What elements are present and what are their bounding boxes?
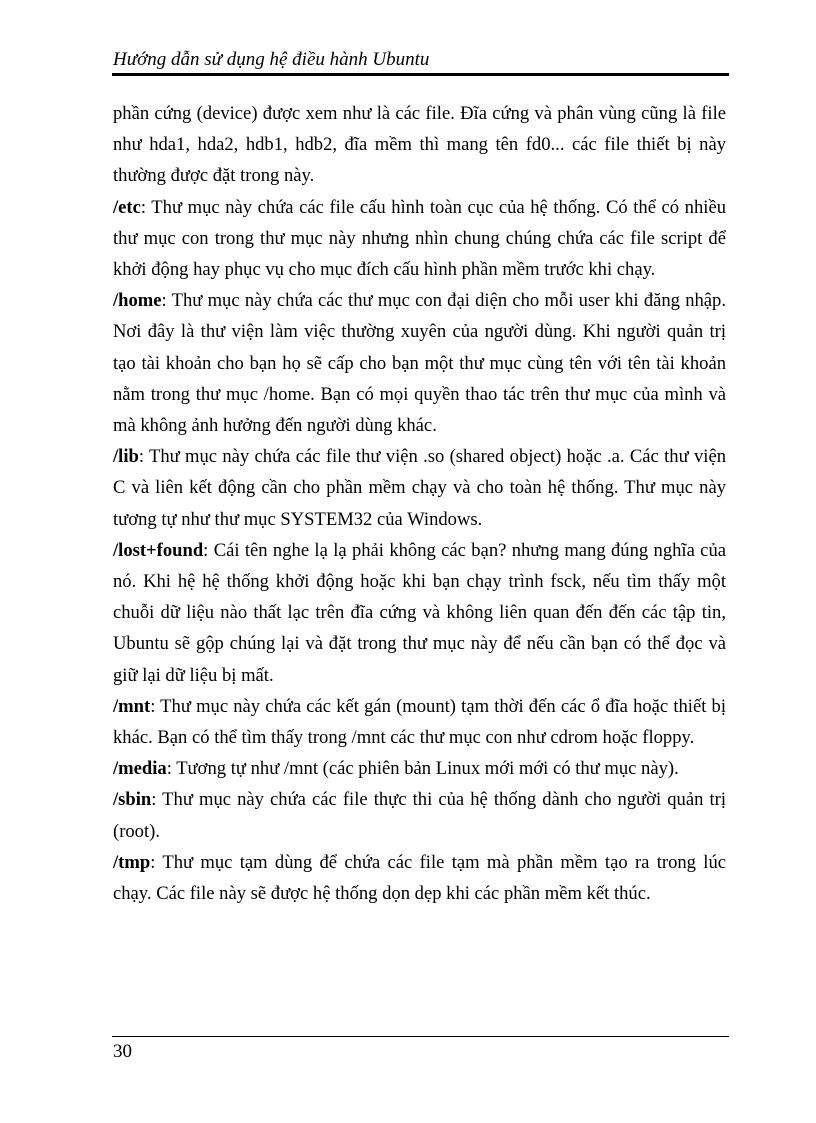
paragraph-text: : Thư mục tạm dùng để chứa các file tạm mà phần mềm tạo ra trong lúc chạy. Các file này sẽ được hệ thống dọn dẹp khi các phần mềm kết thúc. [113, 851, 726, 905]
paragraph-sbin [113, 784, 726, 846]
footer-rule [112, 1036, 729, 1037]
paragraph-text: : Tương tự như /mnt (các phiên bản Linux mới mới có thư mục này). [166, 758, 679, 780]
paragraph-lost-found [113, 535, 726, 691]
paragraph-text: : Thư mục này chứa các file thực thi của hệ thống dành cho người quản trị (root). [113, 789, 726, 842]
term-mnt: /mnt [113, 695, 151, 717]
body-text [113, 98, 726, 909]
paragraph-text: : Thư mục này chứa các kết gán (mount) tạm thời đến các ổ đĩa hoặc thiết bị khác. Bạn có thể tìm thấy trong /mnt các thư mục con như cdrom hoặc floppy. [113, 695, 726, 749]
paragraph-text: phần cứng (device) được xem như là các file. Đĩa cứng và phân vùng cũng là file như hda1, hda2, hdb1, hdb2, đĩa mềm thì mang tên fd0... các file thiết bị này thường được đặt trong này. [113, 103, 726, 187]
running-header: Hướng dẫn sử dụng hệ điều hành Ubuntu [113, 49, 430, 70]
term-home: /home [113, 290, 162, 312]
paragraph-text: : Thư mục này chứa các thư mục con đại diện cho mỗi user khi đăng nhập. Nơi đây là thư viện làm việc thường xuyên của người dùng. Khi người quản trị tạo tài khoản cho bạn họ sẽ cấp cho bạn một thư mục cùng tên với tên tài khoản nằm trong thư mục /home. Bạn có mọi quyền thao tác trên thư mục của mình và mà không ảnh hưởng đến người dùng khác. [113, 290, 726, 437]
paragraph-lib [113, 441, 726, 535]
header-rule [112, 73, 729, 76]
paragraph-text: : Cái tên nghe lạ lạ phải không các bạn? nhưng mang đúng nghĩa của nó. Khi hệ hệ thống khởi động hoặc khi bạn chạy trình fsck, nếu tìm thấy một chuỗi dữ liệu nào thất lạc trên đĩa cứng và không liên quan đến đến các tập tin, Ubuntu sẽ gộp chúng lại và đặt trong thư mục này để nếu cần bạn có thể đọc và giữ lại dữ liệu bị mất. [113, 539, 726, 686]
page-number: 30 [113, 1041, 132, 1062]
paragraph-text: : Thư mục này chứa các file thư viện .so (shared object) hoặc .a. Các thư viện C và liên kết động cần cho phần mềm chạy và cho toàn hệ thống. Thư mục này tương tự như thư mục SYSTEM32 của Windows. [113, 446, 726, 530]
paragraph-home [113, 285, 726, 441]
term-lib: /lib [113, 446, 139, 468]
term-etc: /etc [113, 196, 141, 218]
term-media: /media [113, 758, 167, 780]
term-tmp: /tmp [113, 851, 151, 873]
paragraph-media [113, 753, 726, 784]
paragraph-mnt [113, 691, 726, 753]
term-sbin: /sbin [113, 789, 152, 811]
term-lost-found: /lost+found [113, 539, 204, 561]
paragraph-tmp [113, 847, 726, 909]
paragraph-device-continuation [113, 98, 726, 192]
paragraph-etc [113, 192, 726, 286]
paragraph-text: : Thư mục này chứa các file cấu hình toàn cục của hệ thống. Có thể có nhiều thư mục con trong thư mục này nhưng nhìn chung chúng chứa các file script để khởi động hay phục vụ cho mục đích cấu hình phần mềm trước khi chạy. [113, 196, 726, 281]
